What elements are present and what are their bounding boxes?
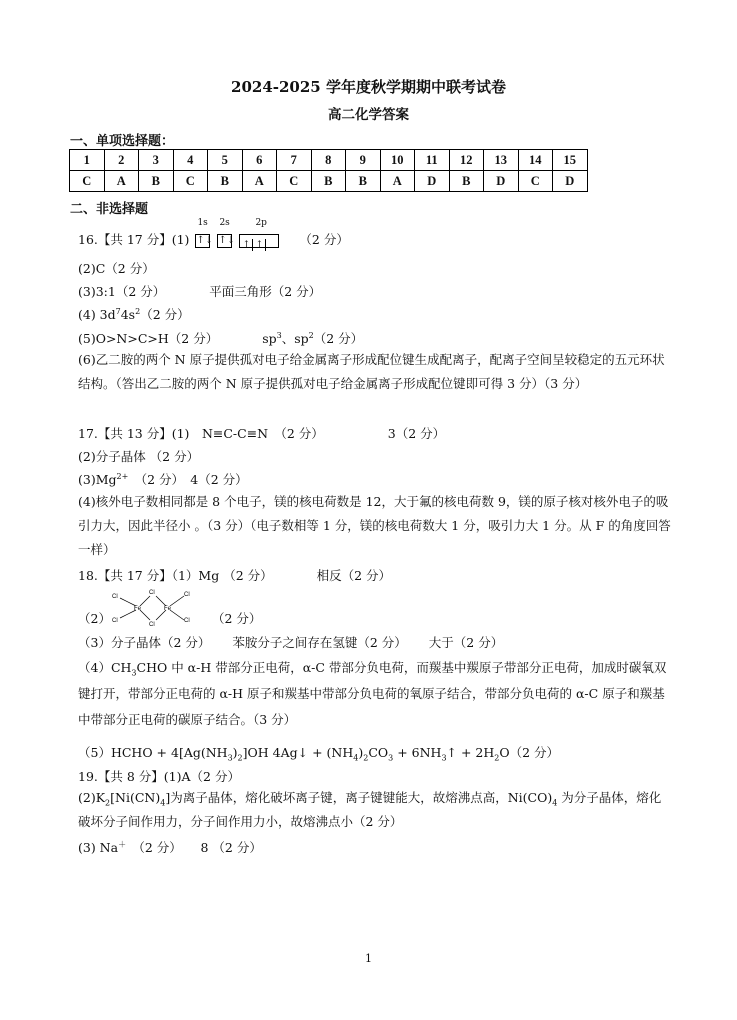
exam-subtitle: 高二化学答案 — [328, 107, 409, 123]
answer-cell: D — [415, 171, 450, 192]
orbital-diagram — [195, 217, 287, 250]
q18-p2-label: （2） — [78, 611, 111, 626]
question-number-cell: 2 — [104, 150, 139, 171]
question-number-cell: 3 — [139, 150, 174, 171]
cl-atom-4: Cl — [149, 622, 155, 628]
answer-table-answer-row — [70, 171, 588, 192]
question-number-cell: 10 — [380, 150, 415, 171]
q16-p6: (6)乙二胺的两个 N 原子提供孤对电子给金属离子形成配位键生成配离子，配离子空间呈较稳定的五元环状结构。（答出乙二胺的两个 N 原子提供孤对电子给金属离子形成配位键即可得 3 分）（3 分） — [78, 352, 665, 391]
answer-cell: B — [208, 171, 243, 192]
q17-p3 — [78, 470, 248, 488]
q16-score1: （2 分） — [299, 232, 349, 247]
q16-p5b-mid: 、sp — [281, 331, 309, 346]
answer-cell: C — [173, 171, 208, 192]
orbital-label-2p: 2p — [255, 217, 267, 228]
q19-p2-c: ]为离子晶体，熔化破坏离子键，离子键键能大，故熔沸点高，Ni(CO) — [165, 790, 553, 805]
q18-p5-s2: 2 — [237, 753, 243, 763]
cl-atom-2: Cl — [112, 618, 118, 624]
q18-p5-s3: 4 — [353, 753, 359, 763]
q18-p3 — [78, 633, 503, 651]
q19-p2-s1: 2 — [105, 798, 111, 808]
q18-p5-g: ↑ + 2H — [446, 745, 495, 760]
q18-head-b: 相反（2 分） — [316, 568, 392, 583]
answer-cell: C — [518, 171, 553, 192]
q19-p3-sup: ＋ — [118, 839, 127, 849]
q19-head: 19.【共 8 分】(1)A（2 分） — [78, 769, 240, 784]
answer-cell: B — [449, 171, 484, 192]
q16-p5a: (5)O>N>C>H（2 分） — [78, 331, 219, 346]
q18-p5-f: + 6NH — [393, 745, 442, 760]
orbital-box-1s: ↑↓ — [196, 234, 214, 246]
answer-cell: A — [242, 171, 277, 192]
q19-p3-post: （2 分） 8 （2 分） — [126, 840, 262, 855]
cl-atom-3: Cl — [149, 590, 155, 596]
q19-p2-a: (2)K — [78, 790, 106, 805]
orbital-cell-2p-3 — [266, 235, 278, 247]
q16-p4-sup2: 2 — [135, 306, 141, 316]
q18-p5-a: （5）HCHO + 4[Ag(NH — [78, 745, 228, 760]
q17-p3-sup: 2+ — [116, 471, 129, 481]
cl-atom-6: Cl — [184, 618, 190, 624]
answer-cell: B — [139, 171, 174, 192]
orbital-label-1s: 1s — [197, 217, 208, 228]
q19-p2-s3: 4 — [552, 798, 558, 808]
question-number-cell: 11 — [415, 150, 450, 171]
q16-p5b-sup1: 3 — [276, 330, 282, 340]
answer-cell: C — [70, 171, 105, 192]
question-number-cell: 6 — [242, 150, 277, 171]
answer-table — [69, 149, 588, 192]
answer-cell: A — [104, 171, 139, 192]
cl-atom-1: Cl — [112, 594, 118, 600]
q17-head-b: 3（2 分） — [387, 426, 446, 441]
q18-p5-s4: 2 — [363, 753, 369, 763]
question-number-cell: 4 — [173, 150, 208, 171]
q17-p2: (2)分子晶体 （2 分） — [78, 449, 200, 464]
q16-p5b-sup2: 2 — [308, 330, 314, 340]
q16-p5b — [262, 331, 363, 346]
q16-p3 — [78, 282, 321, 300]
q16-p2: (2)C（2 分） — [78, 261, 155, 276]
q16-p5 — [78, 329, 363, 347]
question-number-cell: 7 — [277, 150, 312, 171]
question-number-cell: 9 — [346, 150, 381, 171]
q18-p5-d: ) — [358, 745, 364, 760]
question-number-cell: 14 — [518, 150, 553, 171]
question-number-cell: 15 — [553, 150, 588, 171]
q18-p5 — [78, 743, 559, 761]
question-number-cell: 1 — [70, 150, 105, 171]
q18-p2-score: （2 分） — [212, 611, 262, 626]
q17-p3-post: （2 分） 4（2 分） — [128, 472, 248, 487]
answer-cell: A — [380, 171, 415, 192]
orbital-box-2s: ↑↓ — [218, 234, 236, 246]
page-number: 1 — [365, 952, 372, 965]
question-number-cell: 8 — [311, 150, 346, 171]
q18-p4-sub: 3 — [131, 668, 137, 678]
orbital-box-2p — [239, 234, 279, 248]
q18-p3c: 大于（2 分） — [428, 635, 504, 650]
q18-p5-e: CO — [368, 745, 389, 760]
q19-p3 — [78, 838, 262, 856]
q18-p5-c: ]OH 4Ag↓ + (NH — [242, 745, 354, 760]
q16-p4-post: （2 分） — [140, 307, 190, 322]
q16-p5b-post: （2 分） — [313, 331, 364, 346]
q18-head-line — [78, 566, 391, 584]
answer-table-number-row — [70, 150, 588, 171]
orbital-cell-2p-2: ↑ — [253, 239, 266, 251]
q18-p5-s1: 3 — [227, 753, 233, 763]
q18-p3b: 苯胺分子之间存在氢键（2 分） — [232, 635, 407, 650]
fe-atom-2: Fe — [164, 606, 172, 612]
q16-p4 — [78, 305, 190, 323]
q18-head: 18.【共 17 分】（1）Mg （2 分） — [78, 568, 273, 583]
question-number-cell: 5 — [208, 150, 243, 171]
fe2cl6-structure — [108, 588, 198, 628]
q18-p3a: （3）分子晶体（2 分） — [78, 635, 211, 650]
q16-p5b-pre: sp — [262, 331, 277, 346]
question-number-cell: 12 — [449, 150, 484, 171]
q18-p5-b: ) — [232, 745, 238, 760]
exam-title: 2024-2025 学年度秋学期期中联考试卷 — [231, 78, 506, 96]
answer-cell: B — [346, 171, 381, 192]
fe-atom-1: Fe — [134, 606, 142, 612]
answer-cell: D — [484, 171, 519, 192]
answer-cell: B — [311, 171, 346, 192]
section-heading-choice: 一、单项选择题： — [70, 134, 175, 149]
cl-atom-5: Cl — [184, 592, 190, 598]
answer-cell: C — [277, 171, 312, 192]
q18-p5-s5: 3 — [388, 753, 394, 763]
q18-p4-pre: （4）CH — [78, 660, 132, 675]
question-number-cell: 13 — [484, 150, 519, 171]
q18-p4 — [78, 655, 672, 733]
q18-p5-h: O（2 分） — [499, 745, 560, 760]
q17-head-line — [78, 424, 445, 442]
q18-p4-post: CHO 中 α-H 带部分正电荷，α-C 带部分负电荷，而羰基中羰原子带部分正电荷，加成时碳氧双键打开，带部分正电荷的 α-H 原子和羰基中带部分负电荷的氧原子结合，带部分负电荷的 α-C 原子和羰基中带部分正电荷的碳原子结合。（3 分） — [78, 660, 667, 727]
q16-head: 16.【共 17 分】(1) — [78, 232, 190, 247]
q18-p5-s7: 2 — [494, 753, 500, 763]
q19-p2-b: [Ni(CN) — [110, 790, 161, 805]
q16-line1 — [78, 217, 349, 250]
answer-cell: D — [553, 171, 588, 192]
q16-p4-mid: 4s — [120, 307, 136, 322]
q16-p4-sup1: 7 — [115, 306, 121, 316]
q17-p3-pre: (3)Mg — [78, 472, 117, 487]
q19-p3-pre: (3) Na — [78, 840, 119, 855]
q19-p2-s2: 4 — [160, 798, 166, 808]
q18-p5-s6: 3 — [441, 753, 447, 763]
section-heading-nonchoice: 二、非选择题 — [70, 202, 149, 217]
q16-p3a: (3)3:1（2 分） — [78, 284, 166, 299]
q16-p4-pre: (4) 3d — [78, 307, 116, 322]
q17-head: 17.【共 13 分】(1) N≡C-C≡N （2 分） — [78, 426, 324, 441]
q19-p2 — [78, 786, 672, 834]
q19-p2-d: 为分子晶体，熔化破坏分子间作用力，分子间作用力小，故熔沸点小（2 分） — [78, 790, 662, 829]
q16-p3b: 平面三角形（2 分） — [209, 284, 322, 299]
orbital-cell-2p-1: ↑ — [240, 239, 253, 251]
orbital-label-2s: 2s — [219, 217, 230, 228]
q17-p4: (4)核外电子数相同都是 8 个电子，镁的核电荷数是 12，大于氟的核电荷数 9，镁的原子核对核外电子的吸引力大，因此半径小 。（3 分）（电子数相等 1 分，镁的核电荷数大 1 分，吸引力大 1 分。从 F 的角度回答一样） — [78, 494, 671, 557]
